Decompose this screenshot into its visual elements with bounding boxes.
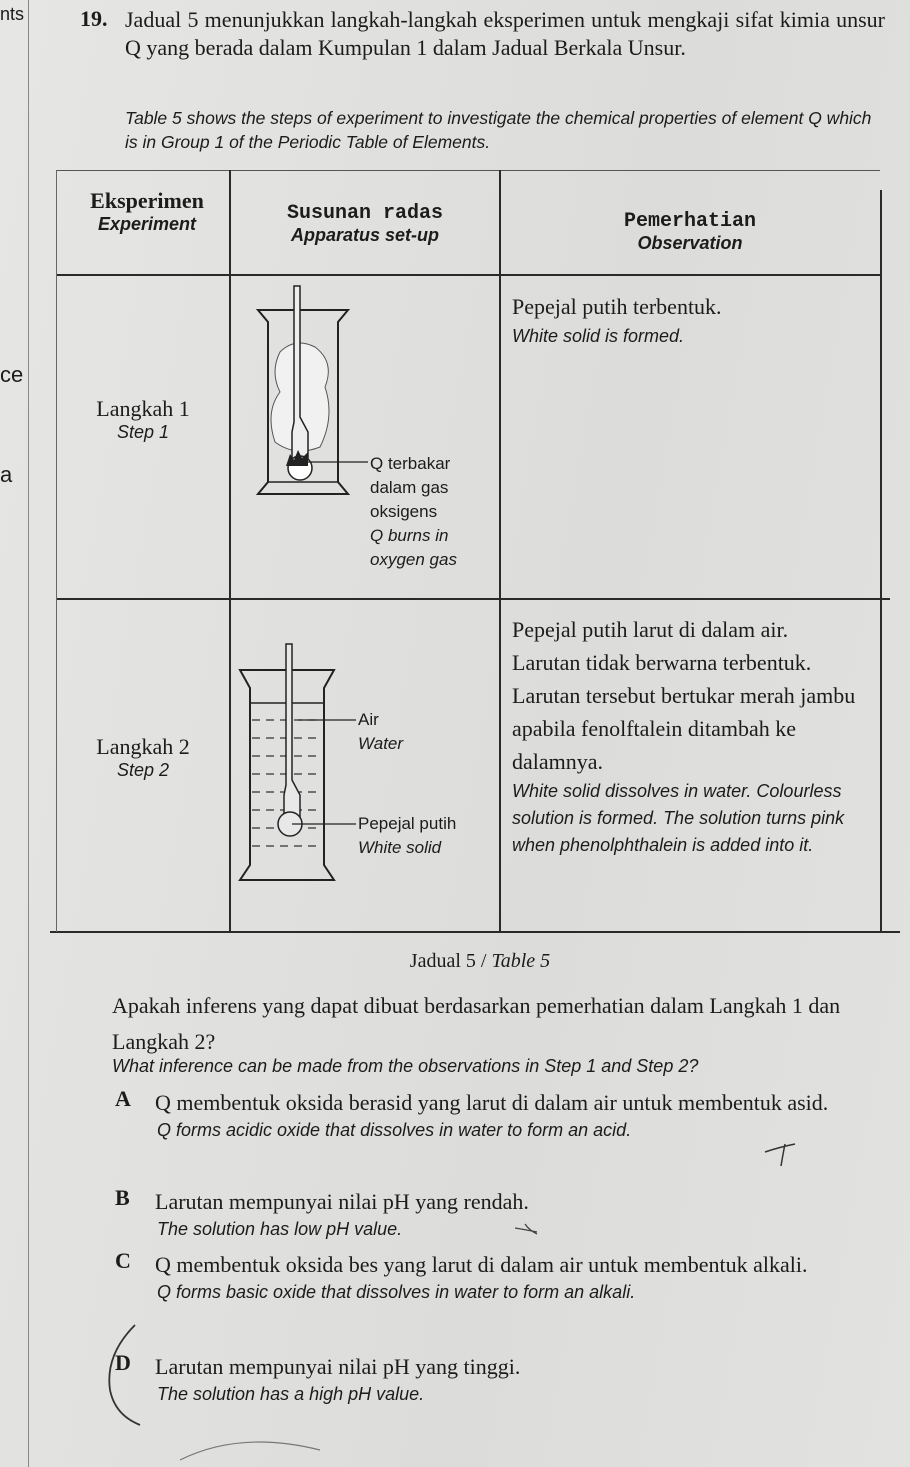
- header-observation: [500, 210, 880, 254]
- step-1-label: [57, 396, 229, 443]
- step-malay: Langkah 1: [96, 396, 190, 421]
- obs-malay: Pepejal putih larut di dalam air. Larutan tidak berwarna terbentuk. Larutan tersebut bertukar merah jambu apabila fenolftalein ditambah ke dalamnya.: [512, 617, 856, 774]
- label-malay: Air: [358, 710, 379, 729]
- margin-fragment: nts: [0, 4, 25, 24]
- step-malay: Langkah 2: [96, 734, 190, 759]
- header-english: Experiment: [97, 214, 197, 234]
- label-english: Q burns in oxygen gas: [370, 526, 457, 569]
- obs-english: White solid is formed.: [512, 326, 685, 346]
- handwritten-marks: [0, 1100, 910, 1467]
- prompt-english: What inference can be made from the observations in Step 1 and Step 2?: [112, 1056, 699, 1076]
- option-letter: A: [115, 1086, 131, 1111]
- beaker-water-diagram: [238, 640, 358, 885]
- option-english: The solution has low pH value.: [157, 1219, 403, 1239]
- step-english: Step 2: [116, 760, 170, 780]
- header-malay: Susunan radas: [286, 202, 444, 225]
- header-english: Apparatus set-up: [290, 225, 440, 245]
- header-malay: Eksperimen: [90, 188, 204, 213]
- label-malay: Pepejal putih: [358, 814, 457, 833]
- option-english: The solution has a high pH value.: [157, 1384, 425, 1404]
- option-letter: C: [115, 1248, 131, 1273]
- table-caption: [0, 950, 910, 973]
- option-malay: Larutan mempunyai nilai pH yang tinggi.: [155, 1354, 521, 1379]
- question-text-malay: Jadual 5 menunjukkan langkah-langkah eksperimen untuk mengkaji sifat kimia unsur Q yang berada dalam Kumpulan 1 dalam Jadual Berkala Unsur.: [125, 7, 885, 60]
- obs-english: White solid dissolves in water. Colourless solution is formed. The solution turns pink when phenolphthalein is added into it.: [512, 781, 845, 855]
- prompt-malay: Apakah inferens yang dapat dibuat berdasarkan pemerhatian dalam Langkah 1 dan Langkah 2?: [112, 993, 841, 1054]
- observation-step-2: [512, 613, 857, 859]
- option-letter: D: [115, 1350, 131, 1375]
- margin-fragment: a: [0, 462, 13, 487]
- observation-step-1: [512, 290, 872, 350]
- question-text-english: Table 5 shows the steps of experiment to investigate the chemical properties of element Q which is in Group 1 of the Periodic Table of Elements.: [125, 108, 872, 152]
- label-white-solid: [358, 812, 498, 860]
- caption-separator: /: [480, 950, 487, 972]
- question-number: 19.: [80, 6, 108, 31]
- option-english: Q forms acidic oxide that dissolves in water to form an acid.: [157, 1120, 632, 1140]
- caption-malay: Jadual 5: [409, 950, 476, 972]
- header-apparatus: [240, 202, 490, 246]
- option-malay: Q membentuk oksida berasid yang larut di dalam air untuk membentuk asid.: [155, 1090, 829, 1115]
- label-water: [358, 708, 488, 756]
- label-english: Water: [358, 734, 404, 753]
- label-q-burns: [370, 452, 495, 572]
- option-malay: Q membentuk oksida bes yang larut di dalam air untuk membentuk alkali.: [155, 1252, 808, 1277]
- label-malay: Q terbakar dalam gas oksigens: [370, 454, 451, 521]
- header-english: Observation: [637, 233, 743, 253]
- option-malay: Larutan mempunyai nilai pH yang rendah.: [155, 1189, 529, 1214]
- gas-jar-combustion-diagram: [250, 282, 370, 522]
- header-experiment: [57, 188, 237, 235]
- margin-fragment: ce: [0, 362, 24, 387]
- caption-english: Table 5: [491, 950, 551, 972]
- step-english: Step 1: [116, 422, 170, 442]
- header-malay: Pemerhatian: [623, 210, 757, 233]
- obs-malay: Pepejal putih terbentuk.: [512, 294, 722, 319]
- step-2-label: [57, 734, 229, 781]
- option-english: Q forms basic oxide that dissolves in water to form an alkali.: [157, 1282, 636, 1302]
- option-letter: B: [115, 1185, 130, 1210]
- label-english: White solid: [358, 838, 442, 857]
